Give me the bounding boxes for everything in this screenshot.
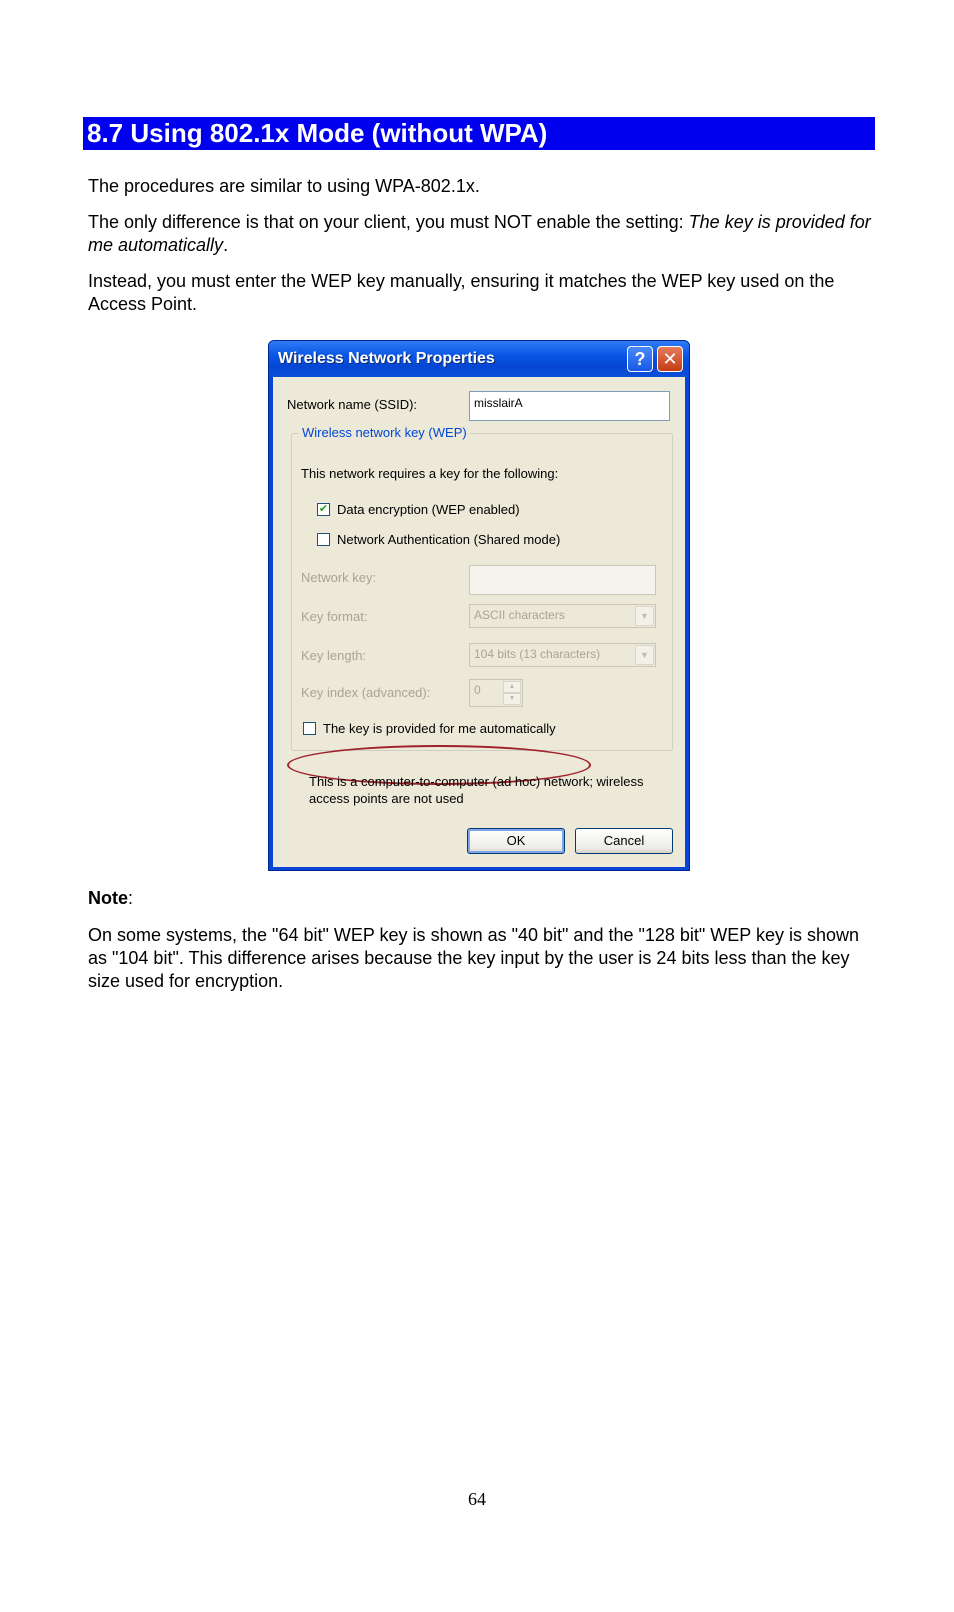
manual-key-paragraph: Instead, you must enter the WEP key manually, ensuring it matches the WEP key used on the Access Point. [88,271,835,314]
section-heading: 8.7 Using 802.1x Mode (without WPA) [83,117,875,150]
wireless-network-properties-dialog [268,340,690,871]
page-number: 64 [468,1489,486,1509]
key-format-label: Key format: [301,609,368,624]
adhoc-text-line2: access points are not used [309,791,464,806]
ok-button[interactable]: OK [467,828,565,854]
network-key-input[interactable] [469,565,656,595]
key-length-label: Key length: [301,648,367,663]
intro-paragraph: The procedures are similar to using WPA-802.1x. [88,176,480,196]
difference-paragraph [88,211,878,257]
difference-text: The only difference is that on your client, you must NOT enable the setting: [88,212,689,232]
data-encryption-label: Data encryption (WEP enabled) [337,502,520,517]
note-colon: : [128,888,134,908]
dialog-title: Wireless Network Properties [278,350,495,367]
auto-key-label: The key is provided for me automatically [323,721,556,736]
network-auth-checkbox[interactable] [317,533,330,546]
requires-text: This network requires a key for the following: [301,466,559,481]
key-length-dropdown-icon[interactable]: ▼ [635,645,654,665]
difference-emphasis: The key is provided for me automatically [88,212,871,255]
cancel-button[interactable]: Cancel [575,828,673,854]
note-paragraph: On some systems, the "64 bit" WEP key is shown as "40 bit" and the "128 bit" WEP key is shown as "104 bit". This difference arises because the key input by the user is 24 bits less than the key size used for encryption. [88,925,860,991]
network-key-label: Network key: [301,570,377,585]
difference-end: . [223,235,229,255]
key-length-value: 104 bits (13 characters) [474,647,601,661]
adhoc-text-line1: This is a computer-to-computer (ad hoc) network; wireless [309,774,644,789]
auto-key-checkbox[interactable] [303,722,316,735]
spin-up-icon[interactable]: ▲ [503,681,521,693]
key-format-dropdown-icon[interactable]: ▼ [635,606,654,626]
wep-group-label: Wireless network key (WEP) [299,425,470,440]
note-label: Note [88,888,128,908]
key-index-label: Key index (advanced): [301,685,431,700]
dialog-client-area [273,377,685,867]
key-index-value: 0 [474,683,481,697]
ssid-input[interactable]: misslairA [469,391,670,421]
note-heading [88,887,878,910]
key-index-spinner[interactable] [469,679,523,707]
close-button[interactable]: ✕ [657,346,683,372]
spin-down-icon[interactable]: ▼ [503,693,521,705]
key-length-select[interactable] [469,643,656,667]
dialog-titlebar [269,341,689,377]
ssid-label: Network name (SSID): [287,397,418,412]
key-format-value: ASCII characters [474,608,565,622]
data-encryption-checkbox[interactable]: ✔ [318,503,329,515]
key-format-select[interactable] [469,604,656,628]
help-button[interactable]: ? [627,346,653,372]
network-auth-label: Network Authentication (Shared mode) [337,532,561,547]
